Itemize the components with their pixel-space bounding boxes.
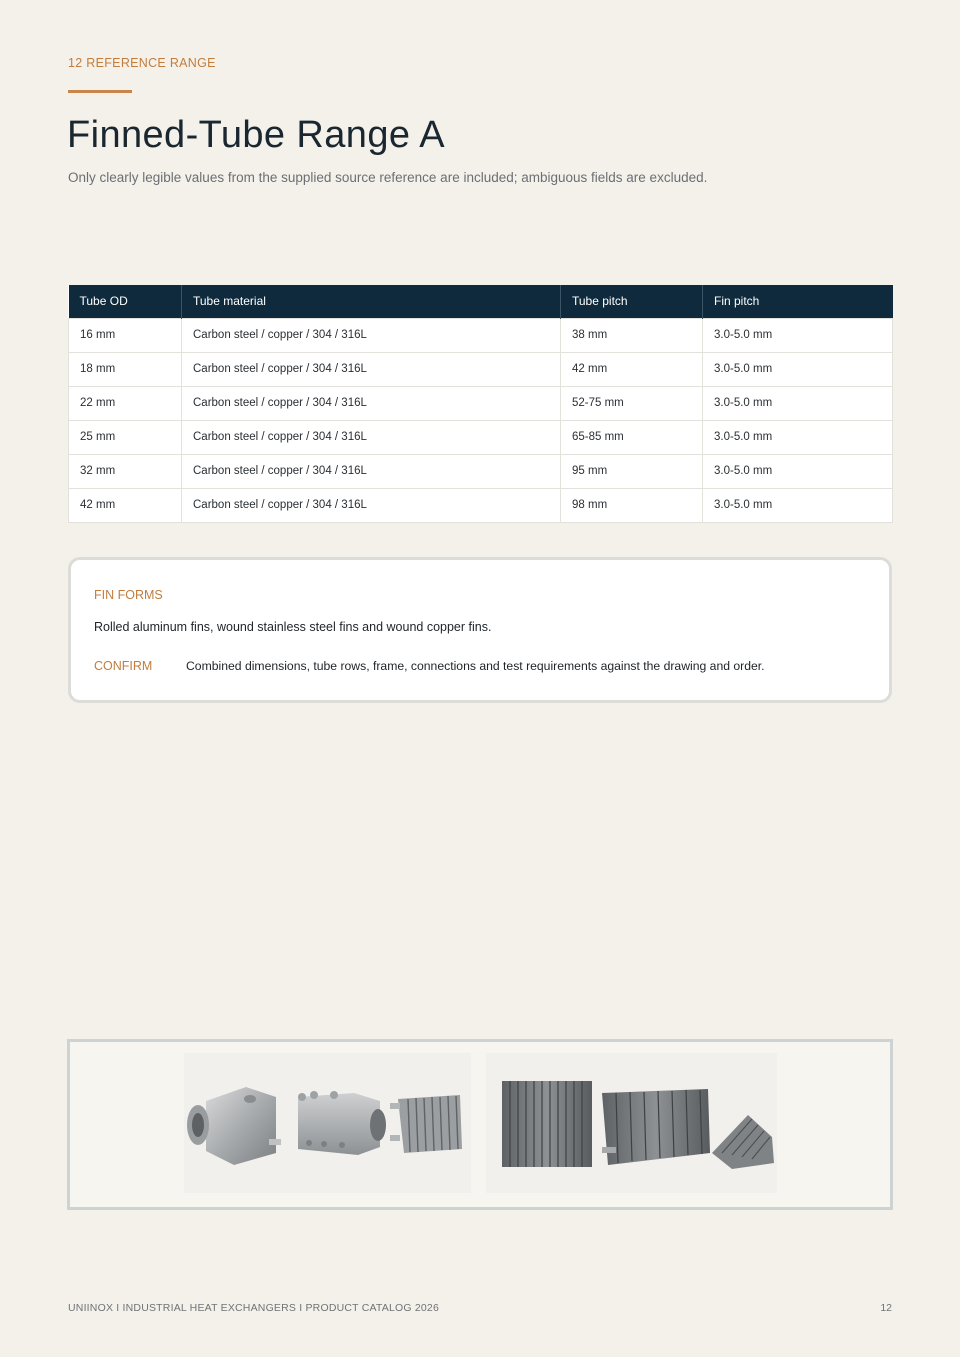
cell-tube-material: Carbon steel / copper / 304 / 316L (182, 386, 561, 420)
cell-tube-od: 32 mm (69, 454, 182, 488)
cell-tube-material: Carbon steel / copper / 304 / 316L (182, 420, 561, 454)
cell-tube-material: Carbon steel / copper / 304 / 316L (182, 318, 561, 352)
cell-tube-material: Carbon steel / copper / 304 / 316L (182, 488, 561, 522)
fin-forms-heading: FIN FORMS (94, 588, 163, 602)
table-row (69, 386, 893, 420)
cell-tube-pitch: 98 mm (561, 488, 703, 522)
page-number: 12 (880, 1302, 892, 1314)
fin-forms-text: Rolled aluminum fins, wound stainless steel fins and wound copper fins. (94, 620, 492, 634)
product-photo-housed-coils (184, 1053, 471, 1193)
column-header-tube-material: Tube material (182, 285, 561, 318)
cell-tube-pitch: 52-75 mm (561, 386, 703, 420)
product-photo-frame (67, 1039, 893, 1210)
table-header-row (69, 285, 893, 318)
section-rule (68, 90, 132, 93)
table-row (69, 454, 893, 488)
fin-forms-panel (68, 557, 892, 703)
cell-fin-pitch: 3.0-5.0 mm (703, 488, 893, 522)
cell-tube-pitch: 42 mm (561, 352, 703, 386)
product-photo-bare-coils (486, 1053, 777, 1193)
table-row (69, 420, 893, 454)
section-label: 12 REFERENCE RANGE (68, 56, 216, 70)
cell-tube-material: Carbon steel / copper / 304 / 316L (182, 352, 561, 386)
column-header-tube-od: Tube OD (69, 285, 182, 318)
cell-tube-pitch: 65-85 mm (561, 420, 703, 454)
cell-tube-pitch: 95 mm (561, 454, 703, 488)
confirm-label: CONFIRM (94, 659, 153, 673)
cell-fin-pitch: 3.0-5.0 mm (703, 318, 893, 352)
footer-text: UNIINOX I INDUSTRIAL HEAT EXCHANGERS I PRODUCT CATALOG 2026 (68, 1302, 440, 1314)
cell-tube-od: 16 mm (69, 318, 182, 352)
page-subtitle: Only clearly legible values from the supplied source reference are included; ambiguous fields are excluded. (68, 170, 708, 185)
cell-tube-material: Carbon steel / copper / 304 / 316L (182, 454, 561, 488)
column-header-fin-pitch: Fin pitch (703, 285, 893, 318)
cell-tube-od: 25 mm (69, 420, 182, 454)
cell-fin-pitch: 3.0-5.0 mm (703, 352, 893, 386)
cell-tube-od: 22 mm (69, 386, 182, 420)
cell-tube-pitch: 38 mm (561, 318, 703, 352)
table-row (69, 318, 893, 352)
spec-table (68, 285, 893, 523)
cell-tube-od: 18 mm (69, 352, 182, 386)
table-row (69, 488, 893, 522)
cell-fin-pitch: 3.0-5.0 mm (703, 386, 893, 420)
cell-fin-pitch: 3.0-5.0 mm (703, 454, 893, 488)
cell-fin-pitch: 3.0-5.0 mm (703, 420, 893, 454)
column-header-tube-pitch: Tube pitch (561, 285, 703, 318)
cell-tube-od: 42 mm (69, 488, 182, 522)
confirm-text: Combined dimensions, tube rows, frame, connections and test requirements against the drawing and order. (186, 659, 765, 673)
table-row (69, 352, 893, 386)
page-title: Finned-Tube Range A (67, 114, 445, 156)
